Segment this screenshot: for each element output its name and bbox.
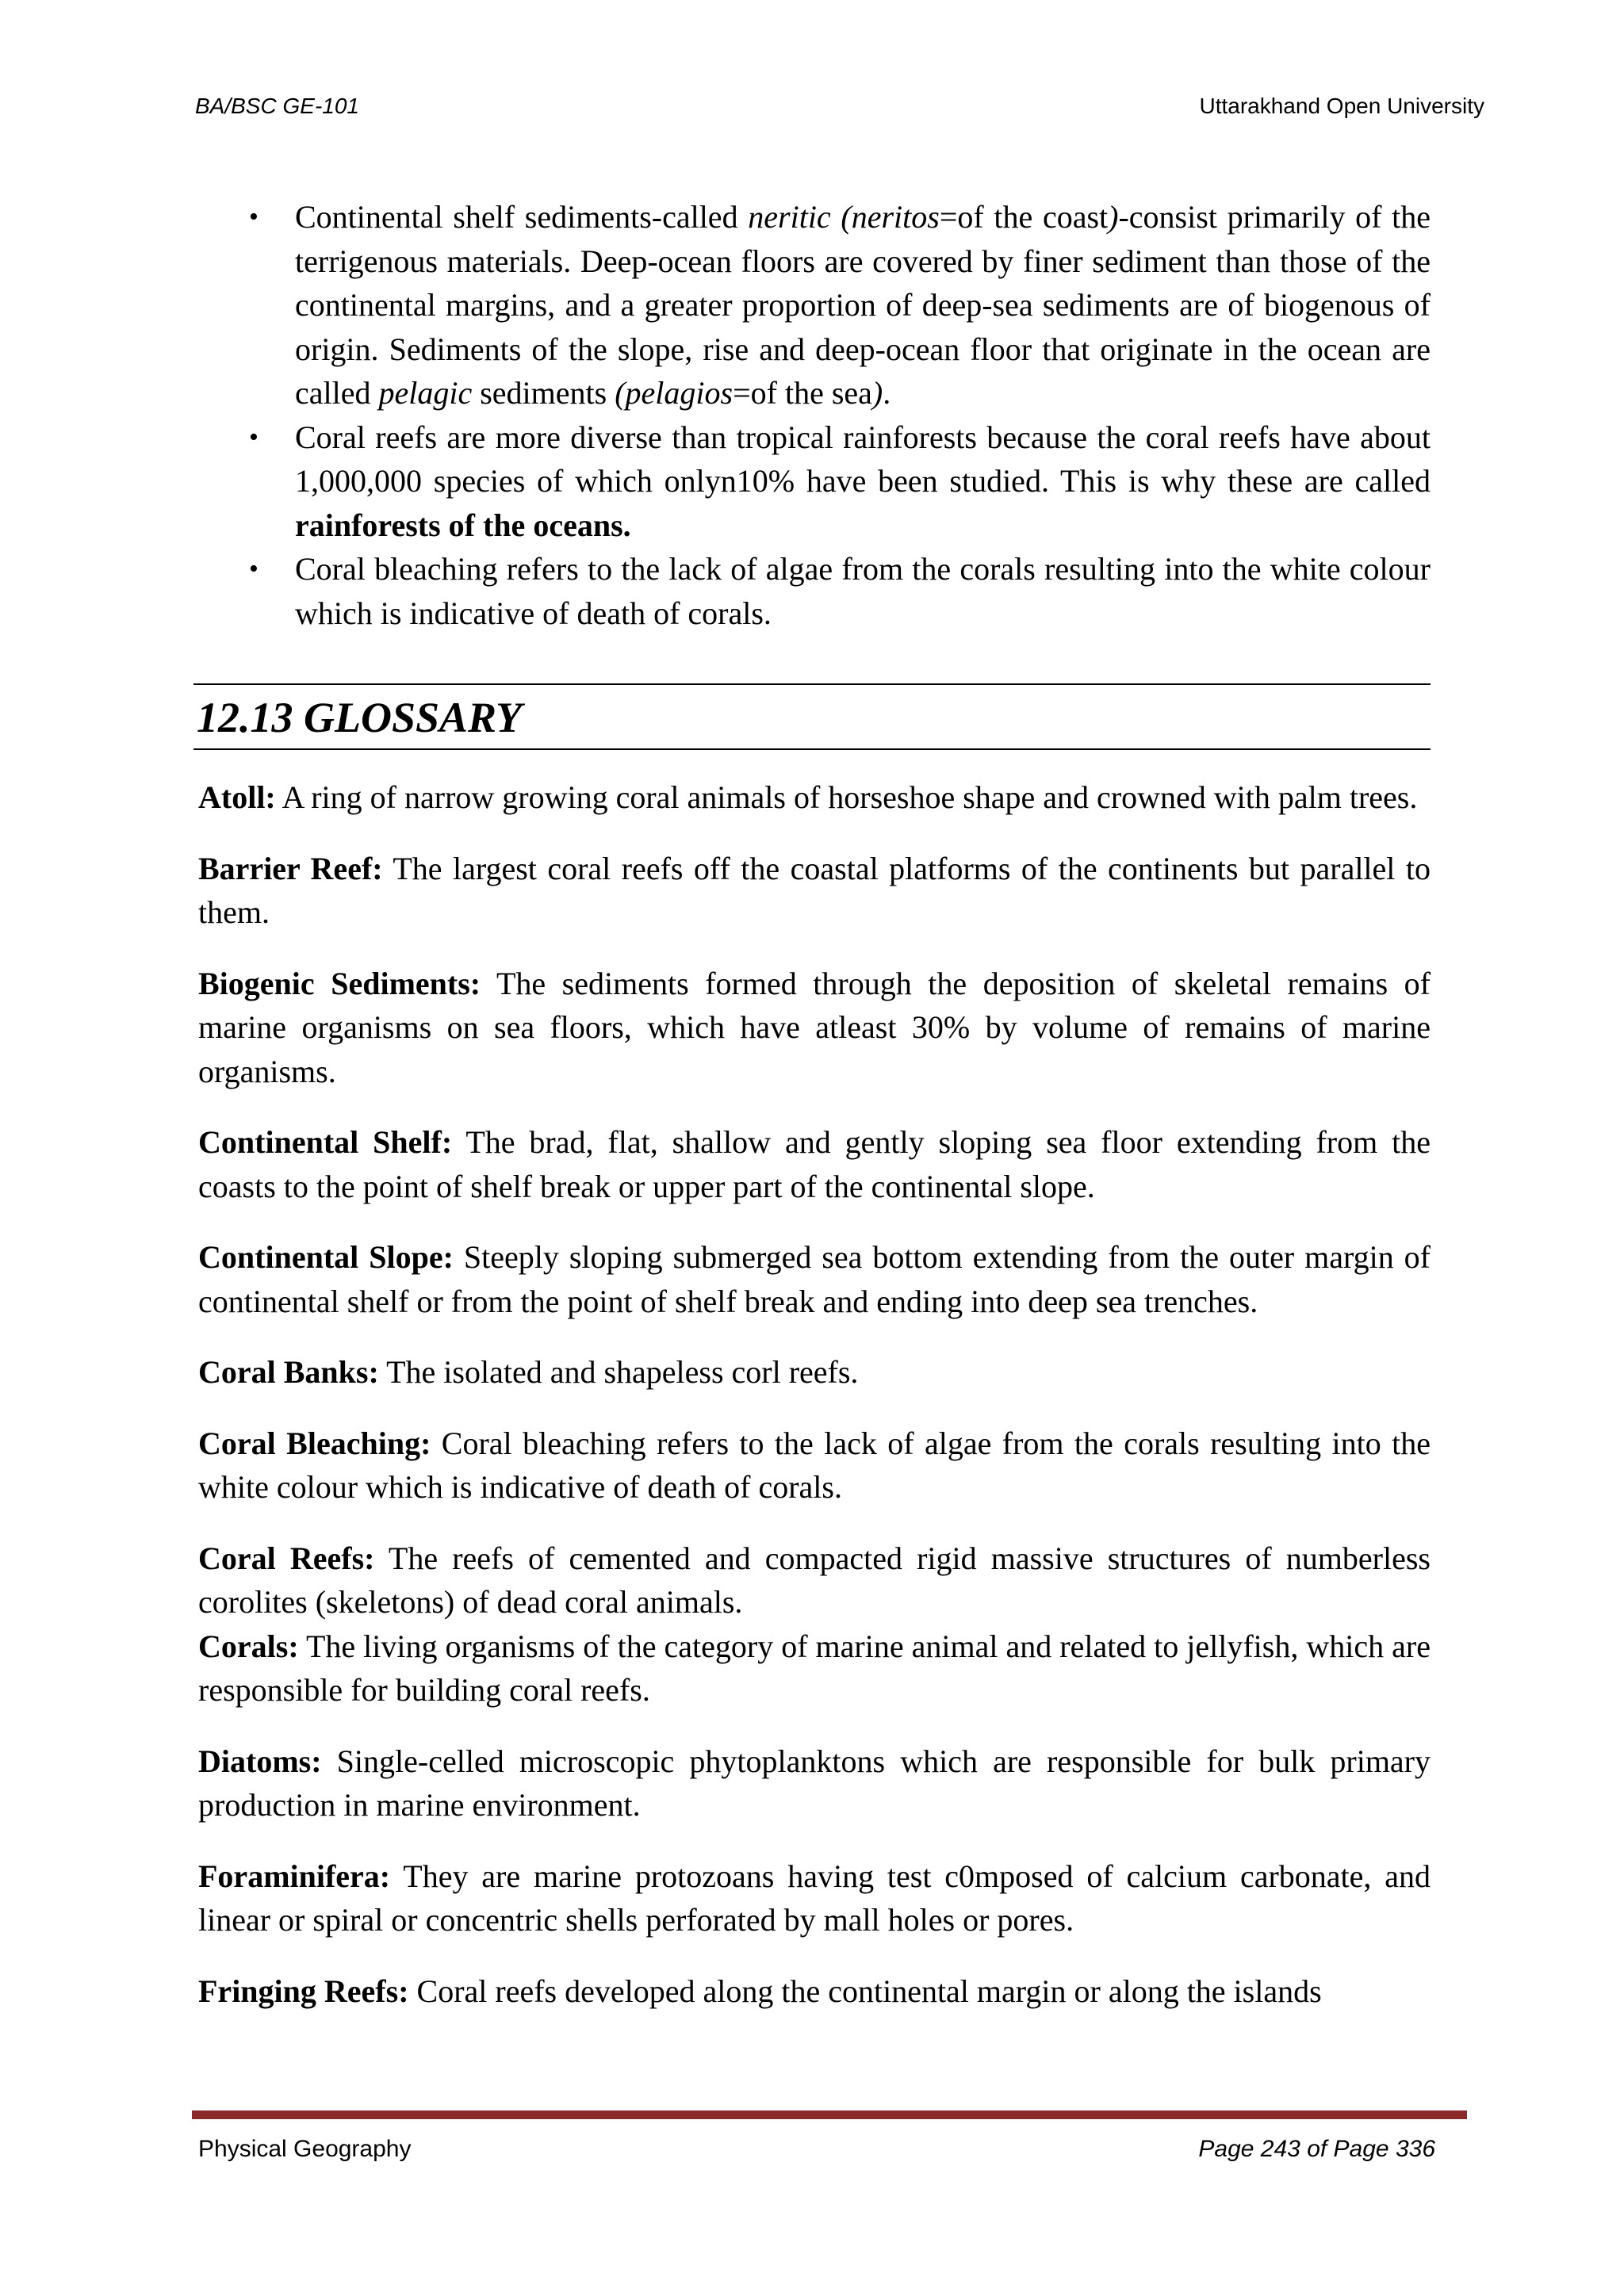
- glossary-definition: A ring of narrow growing coral animals of horseshoe shape and crowned with palm trees.: [275, 779, 1418, 815]
- page-number: Page 243 of Page 336: [1198, 2136, 1435, 2162]
- section-divider-top: [193, 683, 1431, 685]
- page-header: [195, 94, 1484, 125]
- glossary-entry: [198, 1624, 1431, 1712]
- bullet-item: [238, 195, 1431, 415]
- section-heading: 12.13 GLOSSARY: [197, 694, 523, 741]
- glossary-entry: [198, 1235, 1431, 1323]
- bullet-item: [238, 415, 1431, 548]
- glossary-definition: The sediments formed through the deposition of skeletal remains of marine organisms on sea floors, which have atleast 30% by volume of remains of marine organisms.: [198, 965, 1431, 1089]
- glossary-entry: [198, 1422, 1431, 1510]
- bullet-icon: •: [249, 202, 259, 232]
- glossary-entry: [198, 1350, 1431, 1395]
- bullet-text: Coral reefs are more diverse than tropical rainforests because the coral reefs have about 1,000,000 species of which onlyn10% have been studied. This is why these are called rainforests of the oceans.: [295, 419, 1431, 543]
- glossary-definition: Steeply sloping submerged sea bottom extending from the outer margin of continental shelf or from the point of shelf break and ending into deep sea trenches.: [198, 1239, 1431, 1319]
- glossary-definition: They are marine protozoans having test c0mposed of calcium carbonate, and linear or spiral or concentric shells perforated by mall holes or pores.: [198, 1858, 1431, 1938]
- course-code: BA/BSC GE-101: [195, 94, 359, 118]
- bullet-text: Coral bleaching refers to the lack of algae from the corals resulting into the white colour which is indicative of death of corals.: [295, 551, 1431, 631]
- glossary-entry: [198, 1536, 1431, 1624]
- bullet-icon: •: [249, 422, 259, 452]
- glossary-term: Fringing Reefs:: [198, 1973, 409, 2009]
- bullet-icon: •: [249, 554, 259, 584]
- university-name: Uttarakhand Open University: [1199, 94, 1484, 118]
- glossary-definition: Coral reefs developed along the continental margin or along the islands: [408, 1973, 1322, 2009]
- glossary-term: Diatoms:: [198, 1743, 322, 1779]
- glossary-definition: The largest coral reefs off the coastal platforms of the continents but parallel to them.: [198, 850, 1431, 930]
- glossary-definition: The reefs of cemented and compacted rigid massive structures of numberless corolites (skeletons) of dead coral animals.: [198, 1540, 1431, 1620]
- glossary-term: Continental Slope:: [198, 1239, 454, 1275]
- bullet-item: [238, 547, 1431, 635]
- glossary-entry: [198, 1739, 1431, 1827]
- glossary-term: Barrier Reef:: [198, 850, 383, 886]
- footer-divider: [192, 2110, 1467, 2119]
- glossary-term: Atoll:: [198, 779, 276, 815]
- glossary-list: [198, 775, 1431, 2040]
- glossary-term: Coral Banks:: [198, 1354, 379, 1390]
- glossary-definition: The living organisms of the category of marine animal and related to jellyfish, which are responsible for building coral reefs.: [198, 1628, 1431, 1708]
- glossary-term: Coral Bleaching:: [198, 1425, 431, 1461]
- glossary-entry: [198, 847, 1431, 935]
- section-divider-bottom: [193, 748, 1431, 750]
- glossary-entry: [198, 1120, 1431, 1208]
- summary-bullet-list: [238, 195, 1431, 635]
- glossary-term: Corals:: [198, 1628, 299, 1664]
- glossary-definition: The isolated and shapeless corl reefs.: [378, 1354, 859, 1390]
- glossary-definition: Single-celled microscopic phytoplanktons which are responsible for bulk primary production in marine environment.: [198, 1743, 1431, 1823]
- glossary-term: Coral Reefs:: [198, 1540, 375, 1576]
- glossary-entry: [198, 1854, 1431, 1942]
- bullet-text: Continental shelf sediments-called neritic (neritos=of the coast)-consist primarily of the terrigenous materials. Deep-ocean floors are covered by finer sediment than those of the continental margins, and a greater proportion of deep-sea sediments are of biogenous of origin. Sediments of the slope, rise and deep-ocean floor that originate in the ocean are called pelagic sediments (pelagios=of the sea).: [295, 199, 1431, 411]
- glossary-entry: [198, 962, 1431, 1094]
- glossary-entry: [198, 775, 1431, 820]
- glossary-term: Foraminifera:: [198, 1858, 391, 1894]
- glossary-definition: The brad, flat, shallow and gently sloping sea floor extending from the coasts to the point of shelf break or upper part of the continental slope.: [198, 1124, 1431, 1204]
- glossary-term: Biogenic Sediments:: [198, 965, 481, 1001]
- glossary-term: Continental Shelf:: [198, 1124, 453, 1160]
- course-title: Physical Geography: [198, 2136, 412, 2162]
- glossary-definition: Coral bleaching refers to the lack of algae from the corals resulting into the white colour which is indicative of death of corals.: [198, 1425, 1431, 1505]
- glossary-entry: [198, 1969, 1431, 2014]
